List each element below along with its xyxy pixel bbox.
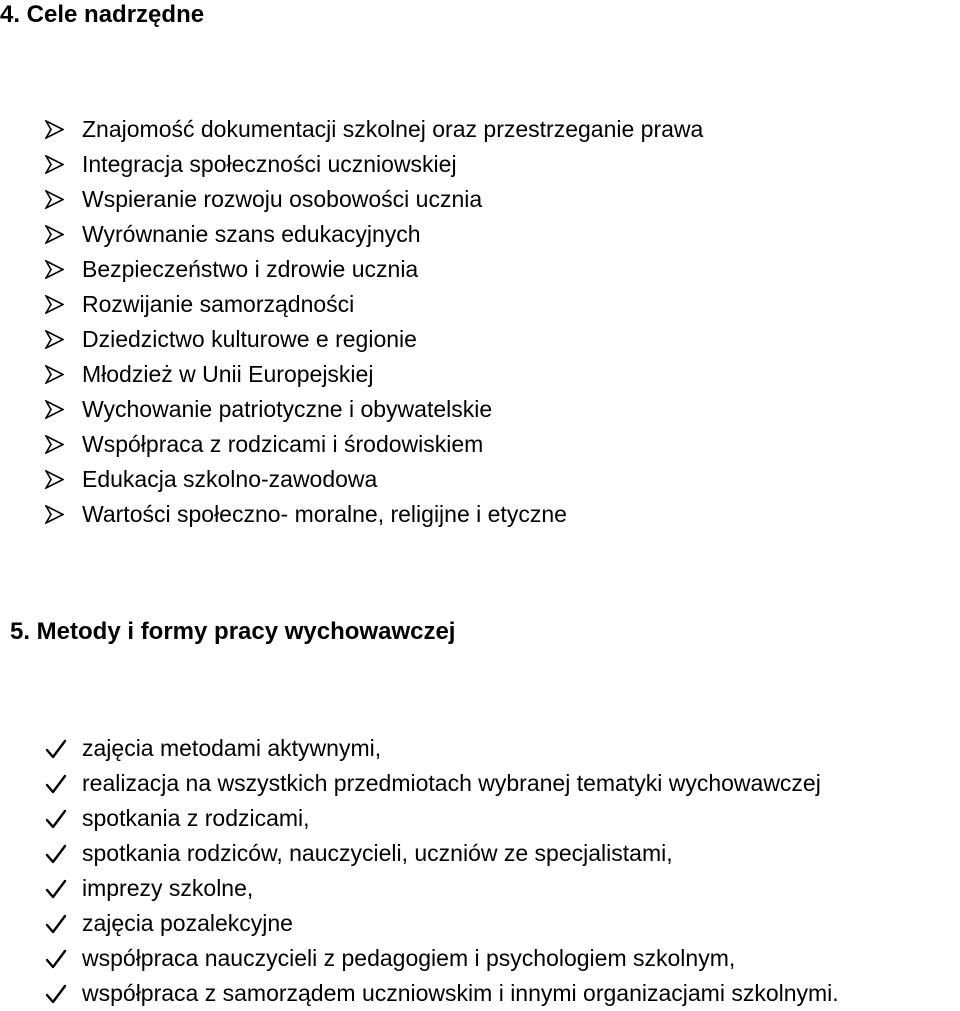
list-item xyxy=(45,871,839,906)
list-item-text: współpraca z samorządem uczniowskim i innymi organizacjami szkolnymi. xyxy=(82,980,839,1006)
arrowhead-bullet-icon xyxy=(45,155,82,174)
list-item-text: spotkania rodziców, nauczycieli, uczniów ze specjalistami, xyxy=(82,840,673,866)
arrowhead-bullet-icon xyxy=(45,435,82,454)
section-4-heading: 4. Cele nadrzędne xyxy=(0,1,205,28)
list-item xyxy=(45,497,703,532)
list-item xyxy=(45,906,839,941)
checkmark-bullet-icon xyxy=(45,948,82,970)
list-item-text: Współpraca z rodzicami i środowiskiem xyxy=(82,431,484,457)
arrowhead-bullet-icon xyxy=(45,505,82,524)
checkmark-bullet-icon xyxy=(45,983,82,1005)
list-item-text: Dziedzictwo kulturowe e regionie xyxy=(82,326,417,352)
list-item xyxy=(45,731,839,766)
list-item xyxy=(45,252,703,287)
section-5-heading: 5. Metody i formy pracy wychowawczej xyxy=(10,618,456,645)
list-item xyxy=(45,976,839,1011)
checkmark-bullet-icon xyxy=(45,913,82,935)
arrowhead-bullet-icon xyxy=(45,470,82,489)
list-item-text: Wychowanie patriotyczne i obywatelskie xyxy=(82,396,493,422)
list-item xyxy=(45,392,703,427)
checkmark-bullet-icon xyxy=(45,808,82,830)
list-item xyxy=(45,766,839,801)
list-item-text: imprezy szkolne, xyxy=(82,875,254,901)
arrowhead-bullet-icon xyxy=(45,365,82,384)
list-item xyxy=(45,941,839,976)
goals-list xyxy=(45,112,703,532)
list-item xyxy=(45,182,703,217)
arrowhead-bullet-icon xyxy=(45,260,82,279)
checkmark-bullet-icon xyxy=(45,773,82,795)
arrowhead-bullet-icon xyxy=(45,190,82,209)
list-item-text: Wspieranie rozwoju osobowości ucznia xyxy=(82,186,483,212)
list-item xyxy=(45,112,703,147)
arrowhead-bullet-icon xyxy=(45,225,82,244)
checkmark-bullet-icon xyxy=(45,738,82,760)
list-item-text: spotkania z rodzicami, xyxy=(82,805,310,831)
list-item xyxy=(45,147,703,182)
list-item xyxy=(45,357,703,392)
list-item-text: zajęcia metodami aktywnymi, xyxy=(82,735,382,761)
list-item-text: zajęcia pozalekcyjne xyxy=(82,910,293,936)
list-item xyxy=(45,801,839,836)
list-item-text: Wartości społeczno- moralne, religijne i etyczne xyxy=(82,501,567,527)
list-item xyxy=(45,427,703,462)
list-item-text: Integracja społeczności uczniowskiej xyxy=(82,151,457,177)
checkmark-bullet-icon xyxy=(45,878,82,900)
arrowhead-bullet-icon xyxy=(45,330,82,349)
arrowhead-bullet-icon xyxy=(45,295,82,314)
list-item-text: Młodzież w Unii Europejskiej xyxy=(82,361,374,387)
list-item-text: Znajomość dokumentacji szkolnej oraz przestrzeganie prawa xyxy=(82,116,704,142)
list-item xyxy=(45,462,703,497)
list-item xyxy=(45,322,703,357)
arrowhead-bullet-icon xyxy=(45,400,82,419)
list-item-text: współpraca nauczycieli z pedagogiem i psychologiem szkolnym, xyxy=(82,945,736,971)
methods-list xyxy=(45,731,839,1011)
list-item-text: Edukacja szkolno-zawodowa xyxy=(82,466,378,492)
arrowhead-bullet-icon xyxy=(45,120,82,139)
checkmark-bullet-icon xyxy=(45,843,82,865)
list-item xyxy=(45,287,703,322)
list-item xyxy=(45,217,703,252)
list-item-text: Bezpieczeństwo i zdrowie ucznia xyxy=(82,256,419,282)
list-item-text: realizacja na wszystkich przedmiotach wybranej tematyki wychowawczej xyxy=(82,770,821,796)
list-item-text: Wyrównanie szans edukacyjnych xyxy=(82,221,421,247)
list-item-text: Rozwijanie samorządności xyxy=(82,291,355,317)
list-item xyxy=(45,836,839,871)
